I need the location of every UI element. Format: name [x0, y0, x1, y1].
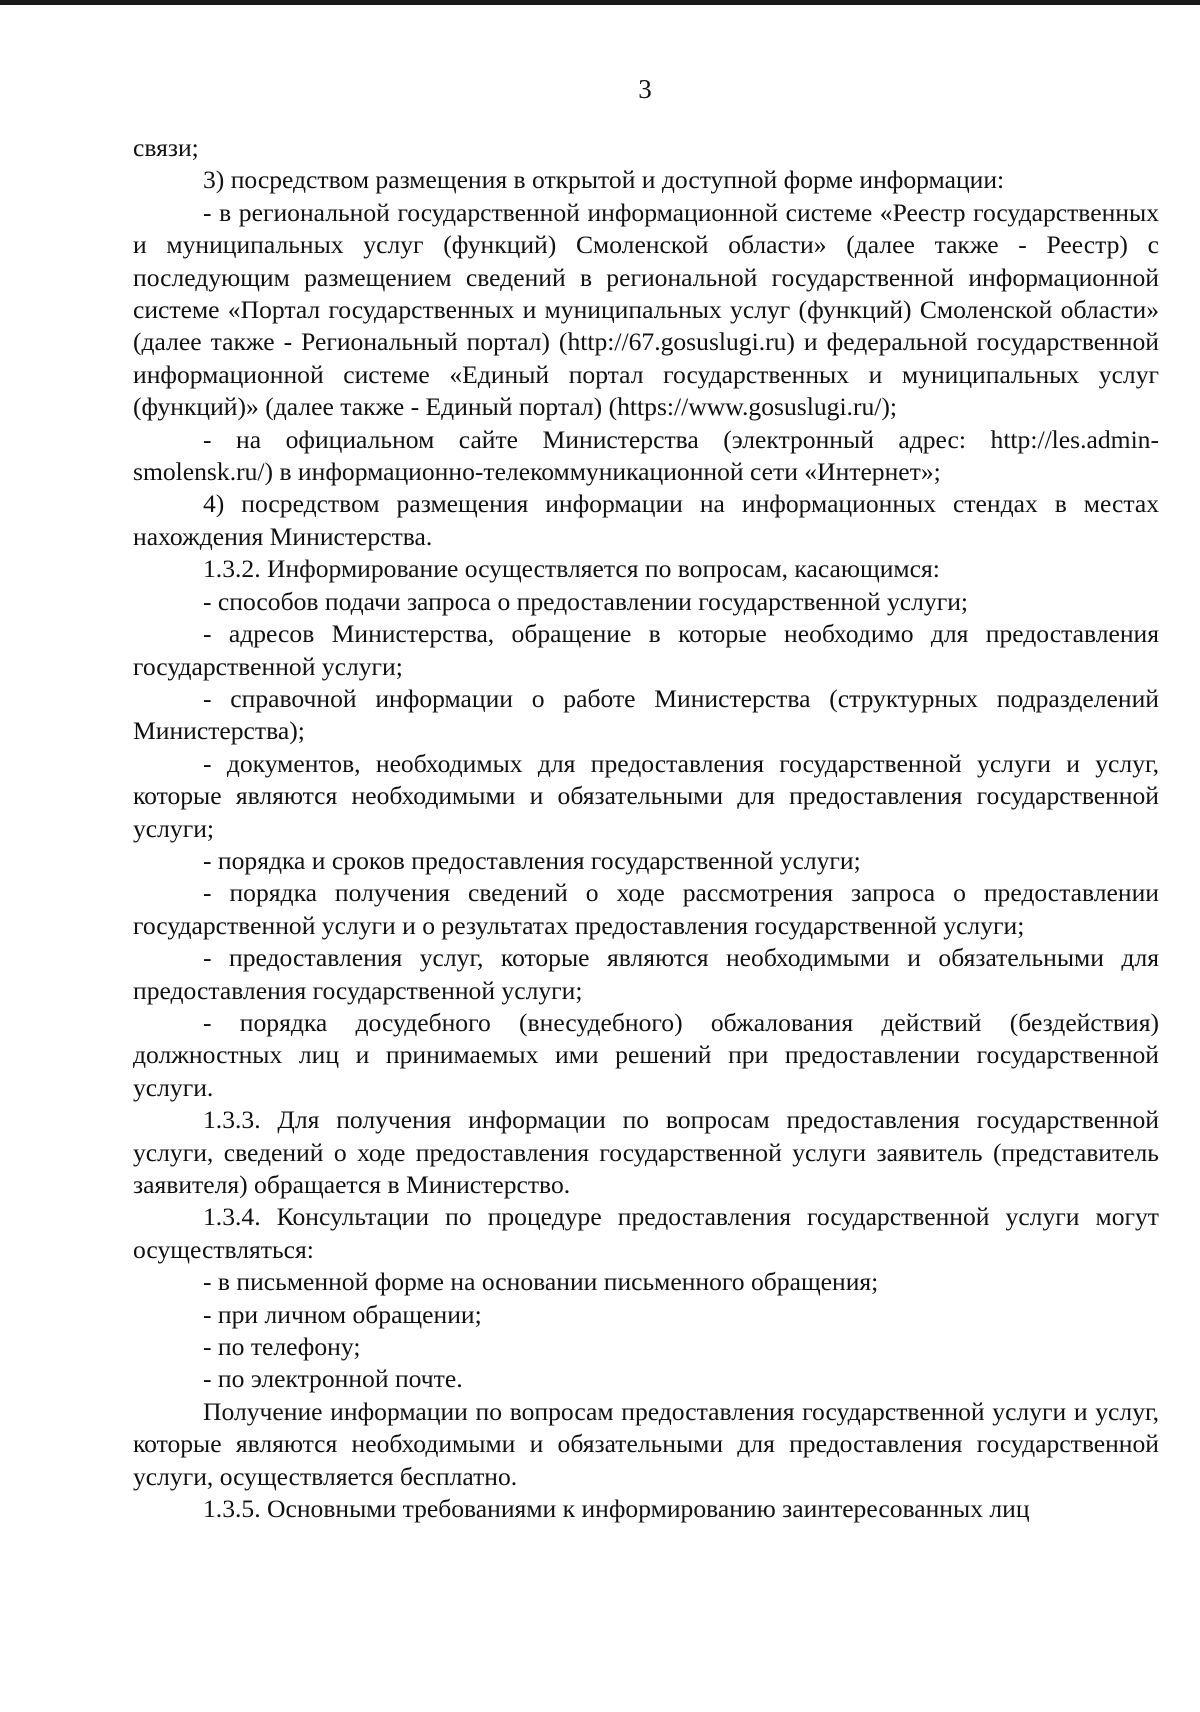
paragraph: - адресов Министерства, обращение в которые необходимо для предоставления государственной услуги;: [133, 619, 1159, 681]
paragraph: Получение информации по вопросам предоставления государственной услуги и услуг, которые являются необходимыми и обязательными для предоставления государственной услуги, осуществляется бесплатно.: [133, 1396, 1159, 1491]
paragraph: 4) посредством размещения информации на информационных стендах в местах нахождения Министерства.: [133, 489, 1159, 551]
top-border-rule: [0, 0, 1200, 5]
paragraph: 1.3.3. Для получения информации по вопросам предоставления государственной услуги, сведений о ходе предоставления государственной услуги заявитель (представитель заявителя) обращается в Министерство.: [133, 1105, 1159, 1199]
document-body: [133, 132, 1159, 1525]
paragraph: - по телефону;: [203, 1332, 361, 1362]
paragraph: - на официальном сайте Министерства (электронный адрес: http://les.admin-smolensk.ru/) в информационно-телекоммуникационной сети «Интернет»;: [133, 424, 1159, 487]
paragraph: 3) посредством размещения в открытой и доступной форме информации:: [203, 165, 1005, 195]
paragraph: - предоставления услуг, которые являются необходимыми и обязательными для предоставления государственной услуги;: [133, 943, 1159, 1005]
paragraph: - порядка и сроков предоставления государственной услуги;: [203, 845, 861, 875]
paragraph: - порядка досудебного (внесудебного) обжалования действий (бездействия) должностных лиц и принимаемых ими решений при предоставлении государственной услуги.: [133, 1007, 1159, 1102]
paragraph: - документов, необходимых для предоставления государственной услуги и услуг, которые являются необходимыми и обязательными для предоставления государственной услуги;: [133, 748, 1159, 843]
paragraph: 1.3.5. Основными требованиями к информированию заинтересованных лиц: [203, 1494, 1030, 1524]
paragraph: 1.3.2. Информирование осуществляется по вопросам, касающимся:: [203, 554, 940, 584]
paragraph: - в письменной форме на основании письменного обращения;: [203, 1267, 879, 1297]
paragraph: - способов подачи запроса о предоставлении государственной услуги;: [203, 586, 969, 616]
paragraph: - справочной информации о работе Министерства (структурных подразделений Министерства);: [133, 683, 1159, 746]
paragraph: связи;: [133, 133, 199, 162]
paragraph: - порядка получения сведений о ходе рассмотрения запроса о предоставлении государственной услуги и о результатах предоставления государственной услуги;: [133, 878, 1159, 940]
paragraph: - в региональной государственной информационной системе «Реестр государственных и муниципальных услуг (функций) Смоленской области» (далее также - Реестр) с последующим размещением сведений в региональной государственной информационной системе «Портал государственных и муниципальных услуг (функций) Смоленской области» (далее также - Региональный портал) (http://67.gosuslugi.ru) и федеральной государственной информационной системе «Единый портал государственных и муниципальных услуг (функций)» (далее также - Единый портал) (https://www.gosuslugi.ru/);: [133, 197, 1159, 422]
paragraph: - по электронной почте.: [203, 1364, 463, 1394]
paragraph: 1.3.4. Консультации по процедуре предоставления государственной услуги могут осуществляться:: [133, 1202, 1159, 1264]
page-number: 3: [638, 74, 652, 104]
paragraph: - при личном обращении;: [203, 1299, 482, 1329]
